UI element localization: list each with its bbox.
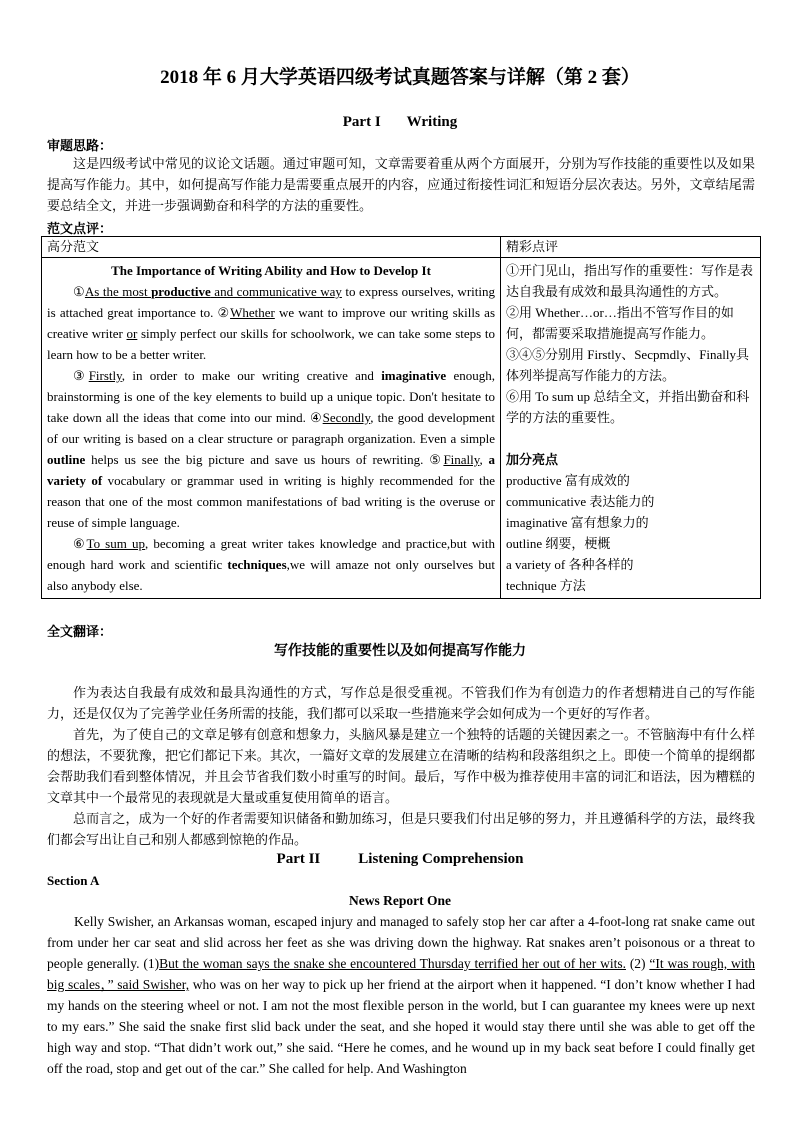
highlight-item: a variety of 各种各样的 <box>506 557 634 572</box>
translation-paragraph-2: 首先，为了使自己的文章足够有创意和想象力，头脑风暴是建立一个独特的话题的关键因素之一。不管脑海中有什么样的想法，不要犹豫，把它们都记下来。其次，一篇好文章的发展建立在清晰的结构和段落组织之上。即使一个简单的提纲都会帮助我们看到整体情况，并且会节省我们数小时重写的时间。最后，写作中极为推荐使用丰富的词汇和语法，因为糟糕的文章其中一个最常见的表现就是大量或重复使用简单的语言。 <box>47 727 755 805</box>
highlight-word: techniques <box>227 557 287 572</box>
highlight-label: 加分亮点 <box>506 452 559 467</box>
highlight-word: outline <box>47 452 86 467</box>
highlight-word: productive <box>151 284 211 299</box>
highlight-item: imaginative 富有想象力的 <box>506 515 649 530</box>
text: , <box>479 452 489 467</box>
part2-heading-part: Part II <box>276 851 321 867</box>
translation-title: 写作技能的重要性以及如何提高写作能力 <box>274 644 526 659</box>
highlight-item: technique 方法 <box>506 578 586 593</box>
underlined-phrase: Whether <box>230 305 275 320</box>
essay-paragraph-2 <box>47 365 495 533</box>
note-item: ⑥用 To sum up 总结全文，并指出勤奋和科学的方法的重要性。 <box>506 389 750 425</box>
section-a-label: Section A <box>47 873 100 888</box>
essay-paragraph-1 <box>47 281 495 365</box>
text: ,we will amaze not only ourselves but also anybody else. <box>47 557 495 593</box>
essay-paragraph-3 <box>47 533 495 596</box>
text: to express ourselves, writing is attached great importance to. ② <box>47 284 495 320</box>
underlined-answer: But the woman says the snake she encountered Thursday terrified her out of her wits. <box>159 956 626 971</box>
text: simply perfect our skills for schoolwork, we can take some steps to learn how to be a better writer. <box>47 326 495 362</box>
text: As the most <box>84 284 152 299</box>
note-item: ②用 Whether…or…指出不管写作目的如何，都需要采取措施提高写作能力。 <box>506 305 734 341</box>
highlight-item: productive 富有成效的 <box>506 473 630 488</box>
review-notes <box>506 260 755 596</box>
text: who was on her way to pick up her friend at the airport when it happened. “I don’t know whether I had my hands on the steering wheel or not. I am not the most flexible person in the world, but I can guarantee my knees were up next to my ears.” She said the snake first slid back under the seat, and she hoped it would stay there until she was able to get off the high way and stop. “That didn’t work out,” she said. “Here he comes, and he wound up in my back seat before I could finally get off the road, stop and get out of the car.” She called for help. And Washington <box>47 977 755 1076</box>
text: Kelly Swisher, an Arkansas woman, escaped injury and managed to safely stop her car after a 4-foot-long rat snake came out from under her car seat and slid across her feet as she was driving down the highway. Rat snakes aren’t poisonous or a threat to people generally. (1) <box>47 914 755 971</box>
underlined-phrase <box>85 284 342 299</box>
news-report-text <box>47 911 755 1079</box>
news-report-title: News Report One <box>349 893 451 908</box>
underlined-phrase: To sum up <box>86 536 145 551</box>
marker: ⑥ <box>73 536 87 551</box>
text: , becoming a great writer takes knowledge and practice,but with enough hard work and scientific <box>47 536 495 572</box>
review-table <box>41 236 761 599</box>
page-title: 2018 年 6 月大学英语四级考试真题答案与详解（第 2 套） <box>160 67 640 88</box>
underlined-phrase: Firstly <box>88 368 122 383</box>
text: enough, brainstorming is one of the key elements to build up a unique topic. Don't hesitate to take down all the ideas that come into our mind. ④ <box>47 368 495 425</box>
analysis-paragraph: 这是四级考试中常见的议论文话题。通过审题可知，文章需要着重从两个方面展开，分别为写作技能的重要性以及如果提高写作能力。其中，如何提高写作能力是需要重点展开的内容，应通过衔接性词汇和短语分层次表达。另外，文章结尾需要总结全文，并进一步强调勤奋和科学的方法的重要性。 <box>47 156 755 213</box>
text: (2) <box>625 956 650 971</box>
essay-title: The Importance of Writing Ability and How to Develop It <box>111 263 431 278</box>
marker: ① <box>73 284 85 299</box>
text: , in order to make our writing creative and <box>121 368 382 383</box>
news-paragraph <box>47 911 755 1079</box>
translation-label: 全文翻译： <box>47 624 113 639</box>
underlined-phrase: Secondly <box>322 410 371 425</box>
text: and communicative way <box>210 284 342 299</box>
highlight-word: a variety of <box>47 452 496 488</box>
marker: ③ <box>73 368 89 383</box>
text: we want to improve our writing skills as creative writer <box>47 305 495 341</box>
analysis-label: 审题思路： <box>47 138 113 153</box>
text: , the good development of our writing is based on a clear structure or paragraph organization. Even a simple <box>47 410 496 446</box>
essay-cell <box>42 258 501 599</box>
text: vocabulary or grammar used in writing is highly recommended for the reason that one of the most common manifestations of bad writing is the overuse or reuse of simple language. <box>47 473 495 530</box>
note-item: ①开门见山，指出写作的重要性：写作是表达自我最有成效和最具沟通性的方式。 <box>506 263 754 299</box>
highlight-item: outline 纲要，梗概 <box>506 536 611 551</box>
notes-cell <box>501 258 761 599</box>
part2-heading <box>0 851 800 868</box>
translation-paragraph-3: 总而言之，成为一个好的作者需要知识储备和勤加练习，但是只要我们付出足够的努力，并且遵循科学的方法，最终我们都会写出让自己和别人都感到惊艳的作品。 <box>47 811 755 847</box>
underlined-answer: “It was rough, with big scales，” said Swisher, <box>47 956 755 992</box>
underlined-phrase: Finally <box>443 452 480 467</box>
part1-heading-name: Writing <box>406 114 458 130</box>
table-header-essay: 高分范文 <box>42 237 501 258</box>
part2-heading-name: Listening Comprehension <box>358 851 524 867</box>
note-item: ③④⑤分别用 Firstly、Secpmdly、Finally具体列举提高写作能力的方法。 <box>506 347 750 383</box>
underlined-phrase: or <box>126 326 138 341</box>
text: helps us see the big picture and save us hours of rewriting. ⑤ <box>85 452 444 467</box>
part1-heading-part: Part I <box>342 114 381 130</box>
sample-essay <box>47 260 495 596</box>
highlight-item: communicative 表达能力的 <box>506 494 655 509</box>
part1-heading <box>0 114 800 131</box>
translation-paragraph-1: 作为表达自我最有成效和最具沟通性的方式，写作总是很受重视。不管我们作为有创造力的作者想精进自己的写作能力，还是仅仅为了完善学业任务所需的技能，我们都可以采取一些措施来学会如何成为一个更好的写作者。 <box>47 685 755 721</box>
review-label: 范文点评： <box>47 221 113 236</box>
highlight-word: imaginative <box>381 368 447 383</box>
table-header-notes: 精彩点评 <box>501 237 761 258</box>
